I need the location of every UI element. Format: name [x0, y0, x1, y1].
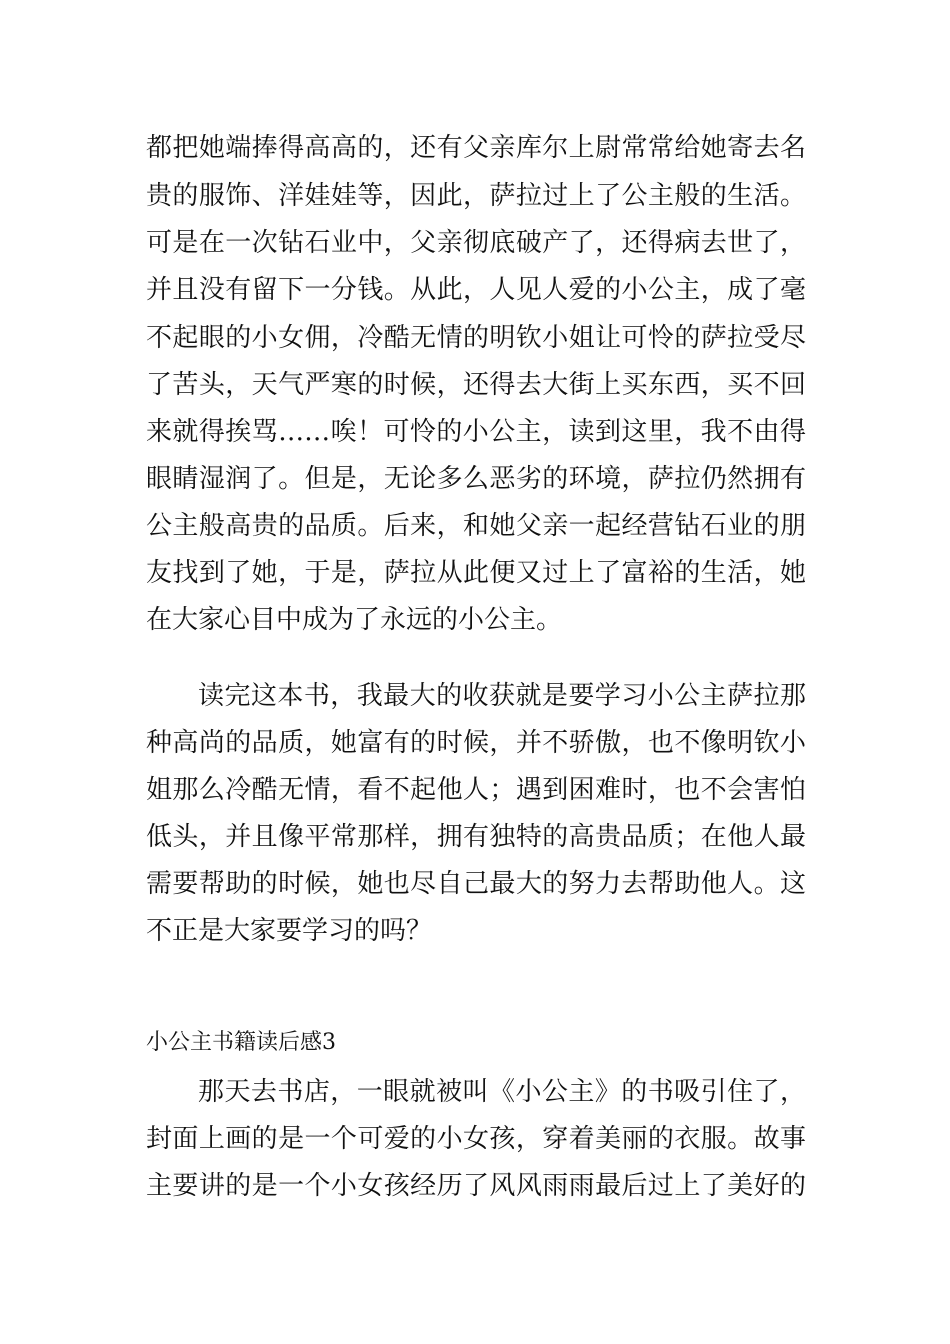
paragraph2-line-3: 姐那么冷酷无情，看不起他人；遇到困难时，也不会害怕: [146, 775, 806, 805]
paragraph2-line-2: 种高尚的品质，她富有的时候，并不骄傲，也不像明钦小: [146, 728, 806, 758]
paragraph1-line-10: 友找到了她，于是，萨拉从此便又过上了富裕的生活，她: [146, 558, 806, 588]
paragraph3-line-3: 主要讲的是一个小女孩经历了风风雨雨最后过上了美好的: [146, 1171, 806, 1201]
paragraph1-line-6: 了苦头，天气严寒的时候，还得去大街上买东西，买不回: [146, 370, 806, 400]
paragraph1-line-3: 可是在一次钻石业中，父亲彻底破产了，还得病去世了，: [146, 228, 806, 258]
paragraph1-line-1: 都把她端捧得高高的，还有父亲库尔上尉常常给她寄去名: [146, 133, 806, 163]
paragraph3-line-1: 那天去书店，一眼就被叫《小公主》的书吸引住了，: [198, 1077, 806, 1107]
paragraph1-line-5: 不起眼的小女佣，冷酷无情的明钦小姐让可怜的萨拉受尽: [146, 323, 806, 353]
section-heading: 小公主书籍读后感3: [146, 1030, 336, 1055]
paragraph1-line-8: 眼睛湿润了。但是，无论多么恶劣的环境，萨拉仍然拥有: [146, 464, 806, 494]
paragraph3-line-2: 封面上画的是一个可爱的小女孩，穿着美丽的衣服。故事: [146, 1124, 806, 1154]
paragraph1-line-2: 贵的服饰、洋娃娃等，因此，萨拉过上了公主般的生活。: [146, 181, 806, 211]
paragraph2-line-5: 需要帮助的时候，她也尽自己最大的努力去帮助他人。这: [146, 869, 806, 899]
paragraph2-line-1: 读完这本书，我最大的收获就是要学习小公主萨拉那: [198, 681, 806, 711]
paragraph1-line-7: 来就得挨骂……唉！可怜的小公主，读到这里，我不由得: [146, 417, 806, 447]
paragraph1-line-11: 在大家心目中成为了永远的小公主。: [146, 605, 563, 635]
paragraph2-line-4: 低头，并且像平常那样，拥有独特的高贵品质；在他人最: [146, 822, 806, 852]
paragraph1-line-9: 公主般高贵的品质。后来，和她父亲一起经营钻石业的朋: [146, 511, 806, 541]
paragraph2-line-6: 不正是大家要学习的吗？: [146, 916, 433, 946]
paragraph1-line-4: 并且没有留下一分钱。从此，人见人爱的小公主，成了毫: [146, 275, 806, 305]
